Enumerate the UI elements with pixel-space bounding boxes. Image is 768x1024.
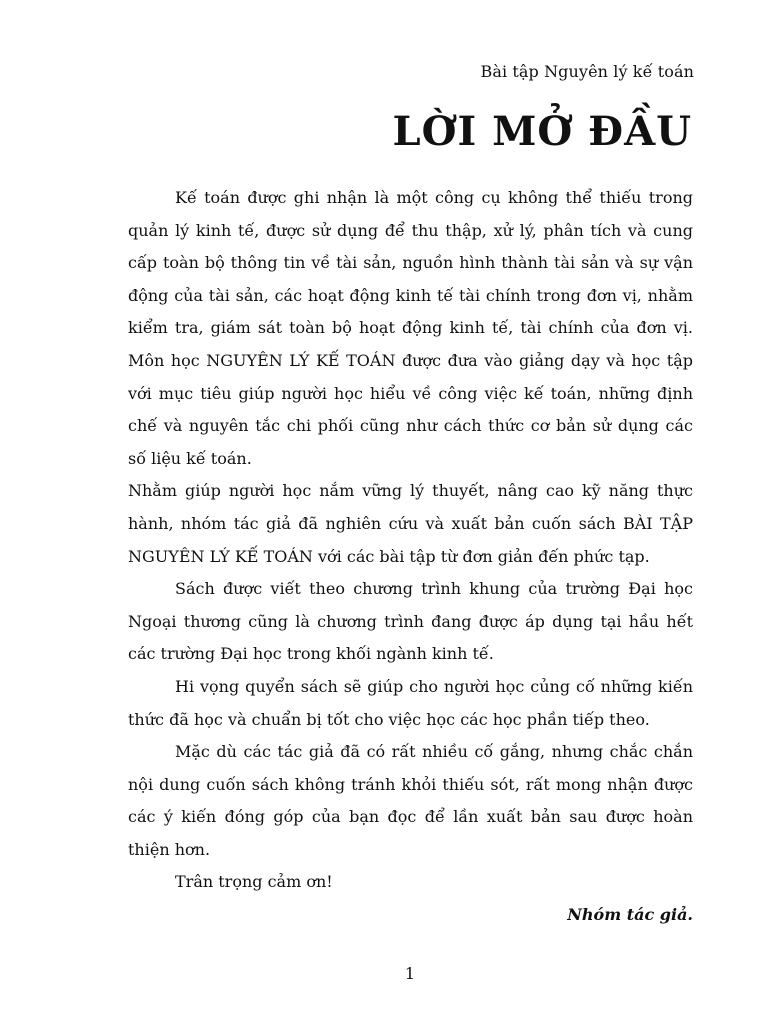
signature: Nhóm tác giả. <box>567 905 693 925</box>
paragraph-purpose: Nhằm giúp người học nắm vững lý thuyết, nâng cao kỹ năng thực hành, nhóm tác giả đã nghiên cứu và xuất bản cuốn sách BÀI TẬP NGUYÊN LÝ KẾ TOÁN với các bài tập từ đơn giản đến phức tạp. <box>128 481 693 566</box>
body-text <box>128 182 693 932</box>
page-number: 1 <box>404 964 416 983</box>
paragraph-hope: Hi vọng quyển sách sẽ giúp cho người học củng cố những kiến thức đã học và chuẩn bị tốt cho việc học các học phần tiếp theo. <box>128 676 693 729</box>
paragraph-curriculum: Sách được viết theo chương trình khung của trường Đại học Ngoại thương cũng là chương trình đang được áp dụng tại hầu hết các trường Đại học trong khối ngành kinh tế. <box>128 579 693 664</box>
paragraph-intro: Kế toán được ghi nhận là một công cụ không thể thiếu trong quản lý kinh tế, được sử dụng để thu thập, xử lý, phân tích và cung cấp toàn bộ thông tin về tài sản, nguồn hình thành tài sản và sự vận động của tài sản, các hoạt động kinh tế tài chính trong đơn vị, nhằm kiểm tra, giám sát toàn bộ hoạt động kinh tế, tài chính của đơn vị. Môn học NGUYÊN LÝ KẾ TOÁN được đưa vào giảng dạy và học tập với mục tiêu giúp người học hiểu về công việc kế toán, những định chế và nguyên tắc chi phối cũng như cách thức cơ bản sử dụng các số liệu kế toán. <box>128 188 693 468</box>
page-title: LỜI MỞ ĐẦU <box>392 108 692 155</box>
paragraph-thanks: Trân trọng cảm ơn! <box>175 872 333 892</box>
running-header: Bài tập Nguyên lý kế toán <box>480 62 694 81</box>
paragraph-feedback: Mặc dù các tác giả đã có rất nhiều cố gắng, nhưng chắc chắn nội dung cuốn sách không tránh khỏi thiếu sót, rất mong nhận được các ý kiến đóng góp của bạn đọc để lần xuất bản sau được hoàn thiện hơn. <box>128 742 693 859</box>
